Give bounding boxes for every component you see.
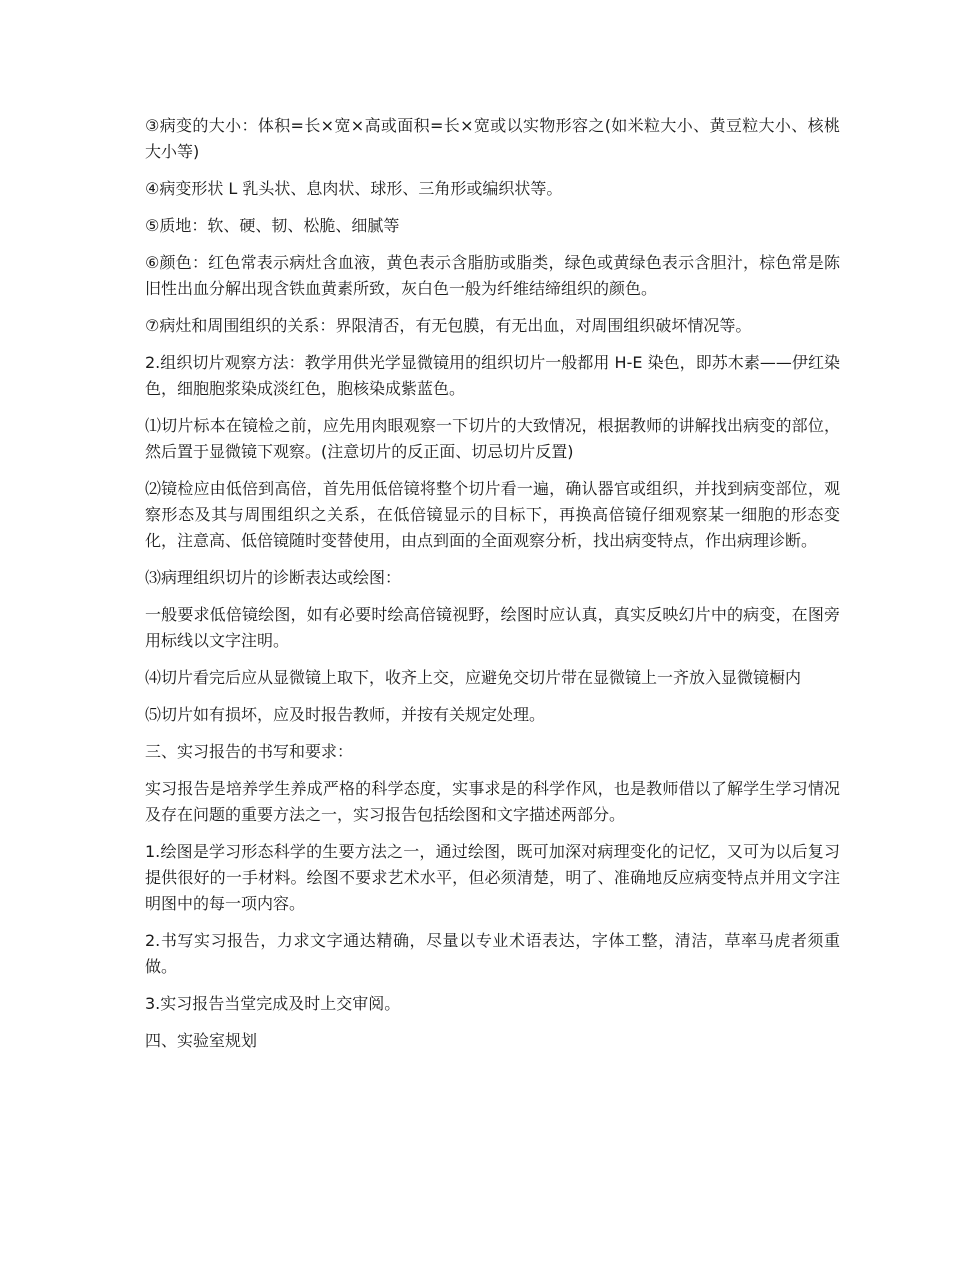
paragraph-report-drawing: 1.绘图是学习形态科学的生要方法之一，通过绘图，既可加深对病理变化的记忆，又可为以后复习提供很好的一手材料。绘图不要求艺术水平，但必须清楚，明了、准确地反应病变特点并用文字注明图中的每一项内容。 (145, 842, 840, 913)
paragraph-report-intro: 实习报告是培养学生养成严格的科学态度，实事求是的科学作风，也是教师借以了解学生学习情况及存在问题的重要方法之一，实习报告包括绘图和文字描述两部分。 (145, 779, 840, 824)
paragraph-lesion-shape: ④病变形状 L 乳头状、息肉状、球形、三角形或编织状等。 (145, 179, 563, 198)
paragraph-diagnosis-drawing: ⑶病理组织切片的诊断表达或绘图： (145, 568, 402, 587)
paragraph-return-slides: ⑷切片看完后应从显微镜上取下，收齐上交，应避免交切片带在显微镜上一齐放入显微镜橱内 (145, 668, 802, 687)
paragraph-damaged-slides: ⑸切片如有损坏，应及时报告教师，并按有关规定处理。 (145, 705, 546, 724)
document-body (145, 113, 840, 1065)
paragraph-report-submission: 3.实习报告当堂完成及时上交审阅。 (145, 994, 401, 1013)
paragraph-color: ⑥颜色：红色常表示病灶含血液，黄色表示含脂肪或脂类，绿色或黄绿色表示含胆汁，棕色常是陈旧性出血分解出现含铁血黄素所致，灰白色一般为纤维结缔组织的颜色。 (145, 253, 840, 298)
paragraph-texture: ⑤质地：软、硬、韧、松脆、细腻等 (145, 216, 400, 235)
paragraph-naked-eye-check: ⑴切片标本在镜检之前，应先用肉眼观察一下切片的大致情况，根据教师的讲解找出病变的部位，然后置于显微镜下观察。(注意切片的反正面、切忌切片反置) (145, 416, 840, 461)
paragraph-section-observation: 2.组织切片观察方法：教学用供光学显微镜用的组织切片一般都用 H-E 染色，即苏木素——伊红染色，细胞胞浆染成淡红色，胞核染成紫蓝色。 (145, 353, 840, 398)
section-heading-lab-plan: 四、实验室规划 (145, 1031, 258, 1050)
paragraph-surrounding-tissue: ⑦病灶和周围组织的关系：界限清否，有无包膜，有无出血，对周围组织破坏情况等。 (145, 316, 752, 335)
paragraph-drawing-requirements: 一般要求低倍镜绘图，如有必要时绘高倍镜视野，绘图时应认真，真实反映幻片中的病变，在图旁用标线以文字注明。 (145, 605, 840, 650)
paragraph-lesion-size: ③病变的大小：体积=长×宽×高或面积=长×宽或以实物形容之(如米粒大小、黄豆粒大小、核桃大小等) (145, 116, 840, 161)
paragraph-report-writing: 2.书写实习报告，力求文字通达精确，尽量以专业术语表达，字体工整，清洁，草率马虎者须重做。 (145, 931, 840, 976)
paragraph-microscopy-steps: ⑵镜检应由低倍到高倍，首先用低倍镜将整个切片看一遍，确认器官或组织，并找到病变部位，观察形态及其与周围组织之关系，在低倍镜显示的目标下，再换高倍镜仔细观察某一细胞的形态变化，注意高、低倍镜随时变替使用，由点到面的全面观察分析，找出病变特点，作出病理诊断。 (145, 479, 840, 550)
section-heading-report: 三、实习报告的书写和要求： (145, 742, 354, 761)
